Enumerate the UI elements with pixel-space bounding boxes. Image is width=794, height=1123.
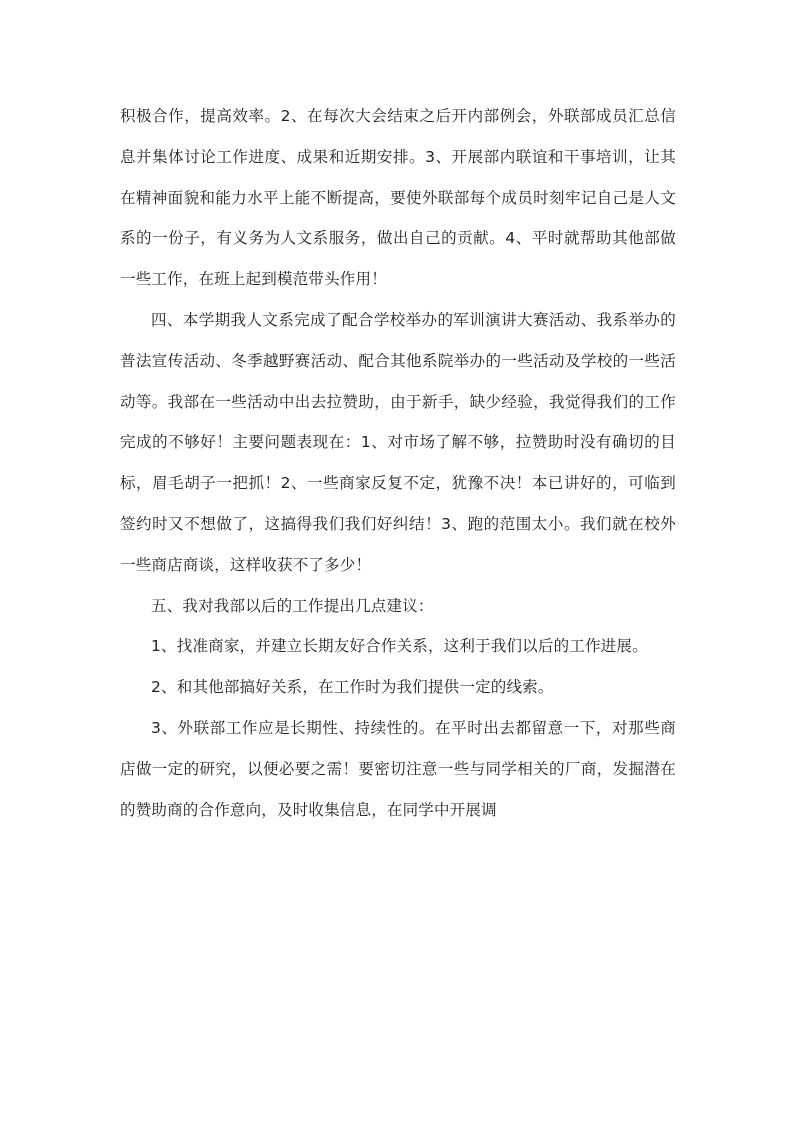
paragraph-section-five-heading: 五、我对我部以后的工作提出几点建议： xyxy=(151,596,434,615)
paragraph-continuation: 积极合作，提高效率。2、在每次大会结束之后开内部例会，外联部成员汇总信息并集体讨论工作进度、成果和近期安排。3、开展部内联谊和干事培训，让其在精神面貌和能力水平上能不断提高，要使外联部每个成员时刻牢记自己是人文系的一份子，有义务为人文系服务，做出自己的贡献。4、平时就帮助其他部做一些工作，在班上起到模范带头作用！ xyxy=(120,107,676,289)
paragraph-suggestion-3: 3、外联部工作应是长期性、持续性的。在平时出去都留意一下，对那些商店做一定的研究，以便必要之需！要密切注意一些与同学相关的厂商，发掘潜在的赞助商的合作意向，及时收集信息，在同学中开展调 xyxy=(120,718,676,819)
paragraph-suggestion-2: 2、和其他部搞好关系，在工作时为我们提供一定的线索。 xyxy=(151,678,554,697)
document-body xyxy=(120,96,676,830)
paragraph-section-four: 四、本学期我人文系完成了配合学校举办的军训演讲大赛活动、我系举办的普法宣传活动、冬季越野赛活动、配合其他系院举办的一些活动及学校的一些活动等。我部在一些活动中出去拉赞助，由于新手，缺少经验，我觉得我们的工作完成的不够好！主要问题表现在：1、对市场了解不够，拉赞助时没有确切的目标，眉毛胡子一把抓！2、一些商家反复不定，犹豫不决！本已讲好的，可临到签约时又不想做了，这搞得我们我们好纠结！3、跑的范围太小。我们就在校外一些商店商谈，这样收获不了多少！ xyxy=(120,310,676,574)
paragraph-suggestion-1: 1、找准商家，并建立长期友好合作关系，这利于我们以后的工作进展。 xyxy=(151,637,648,656)
